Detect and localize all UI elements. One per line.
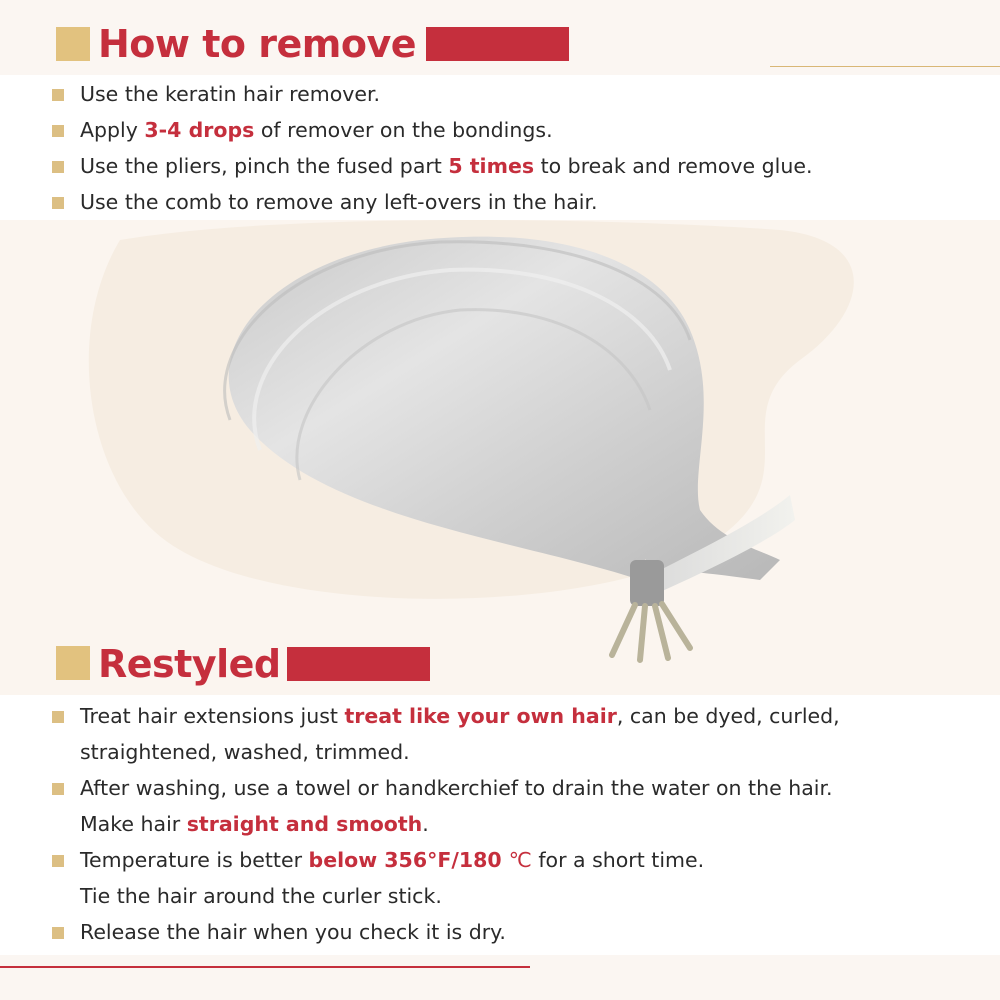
remove-title-bar: [426, 27, 569, 61]
section-marker-restyled: [56, 646, 90, 680]
hair-bond: [630, 560, 664, 606]
item-highlight: treat like your own hair: [344, 704, 617, 728]
item-text: .: [422, 812, 429, 836]
item-text: Temperature is better: [80, 848, 309, 872]
item-text: of remover on the bondings.: [254, 118, 553, 142]
celsius-unit: ℃: [508, 848, 532, 872]
gold-divider: [770, 66, 1000, 67]
list-item: [52, 914, 840, 950]
item-text: After washing, use a towel or handkerchief to drain the water on the hair.: [80, 776, 833, 800]
bottom-band: [0, 955, 1000, 1000]
item-text: Release the hair when you check it is dry.: [80, 920, 506, 944]
remove-steps-list: [52, 76, 813, 220]
red-divider: [0, 966, 530, 968]
list-item: [52, 148, 813, 184]
restyled-section-title: Restyled: [98, 642, 281, 686]
item-text: , can be dyed, curled,: [616, 704, 840, 728]
list-item: [52, 770, 840, 842]
bullet-icon: [52, 161, 64, 173]
item-continuation: Tie the hair around the curler stick.: [80, 884, 442, 908]
item-highlight: below 356°F/180: [308, 848, 509, 872]
restyled-tips-list: [52, 698, 840, 950]
bullet-icon: [52, 711, 64, 723]
item-text: Treat hair extensions just: [80, 704, 345, 728]
bullet-icon: [52, 855, 64, 867]
item-text: Use the pliers, pinch the fused part: [80, 154, 449, 178]
bullet-icon: [52, 197, 64, 209]
item-text: for a short time.: [531, 848, 705, 872]
item-text: Use the keratin hair remover.: [80, 82, 381, 106]
item-text: to break and remove glue.: [534, 154, 813, 178]
item-highlight: 5 times: [448, 154, 535, 178]
item-text: Use the comb to remove any left-overs in the hair.: [80, 190, 598, 214]
list-item: [52, 112, 813, 148]
item-highlight: 3-4 drops: [144, 118, 255, 142]
bullet-icon: [52, 89, 64, 101]
remove-section-title: How to remove: [98, 22, 417, 66]
restyled-title-bar: [287, 647, 430, 681]
bullet-icon: [52, 927, 64, 939]
bullet-icon: [52, 783, 64, 795]
list-item: [52, 842, 840, 914]
item-continuation: straightened, washed, trimmed.: [80, 740, 410, 764]
list-item: [52, 76, 813, 112]
hair-extension-image: [0, 220, 1000, 695]
product-image-area: [0, 220, 1000, 695]
item-highlight: straight and smooth: [186, 812, 423, 836]
section-marker-remove: [56, 27, 90, 61]
item-text: Apply: [80, 118, 145, 142]
list-item: [52, 698, 840, 770]
item-text: Make hair: [80, 812, 187, 836]
bullet-icon: [52, 125, 64, 137]
hair-tips: [612, 604, 690, 660]
list-item: [52, 184, 813, 220]
item-continuation: [80, 806, 840, 842]
